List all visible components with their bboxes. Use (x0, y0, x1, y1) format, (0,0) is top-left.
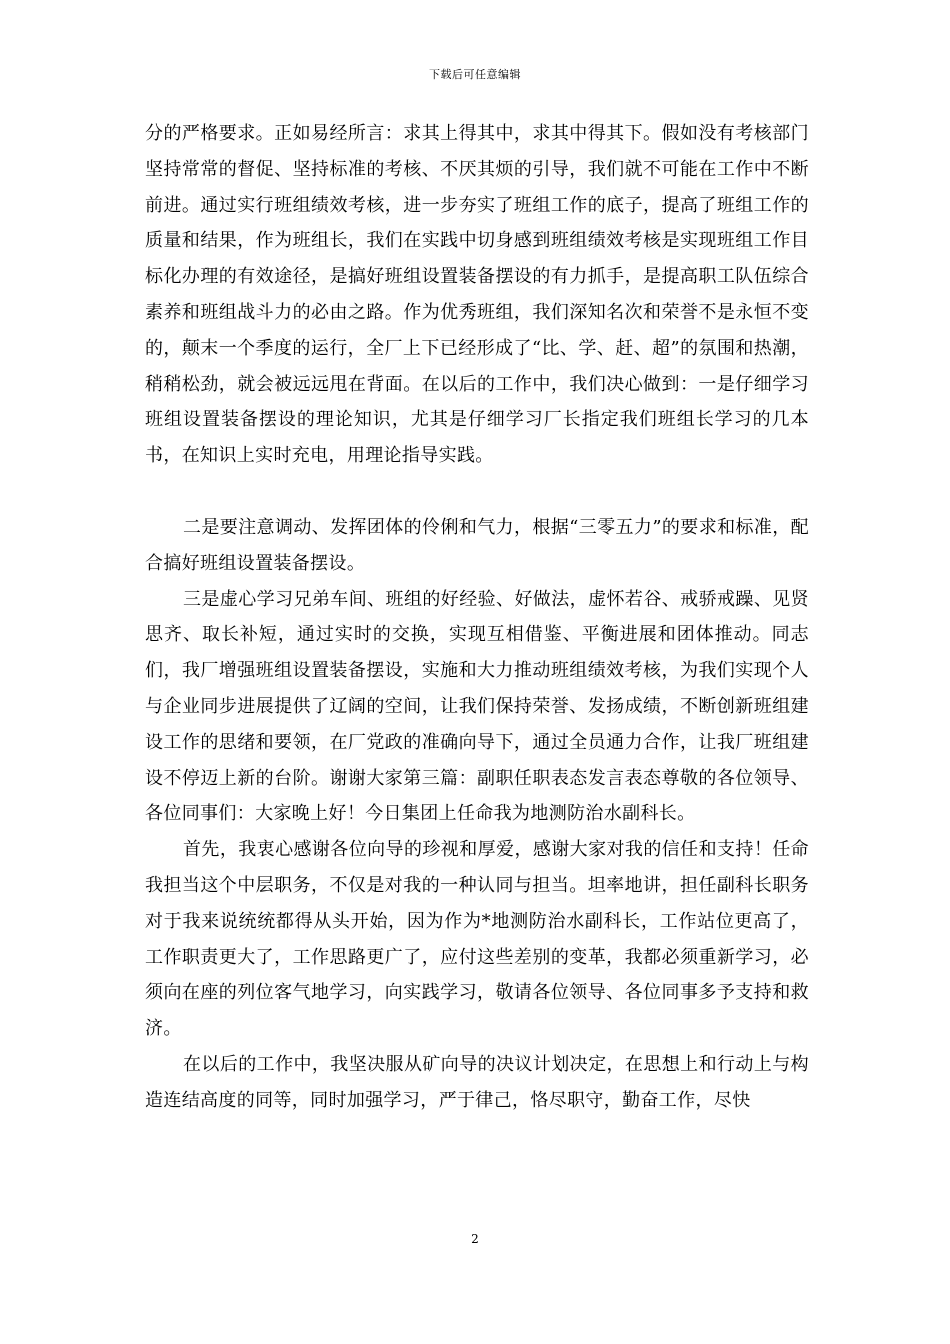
paragraph: 三是虚心学习兄弟车间、班组的好经验、好做法，虚怀若谷、戒骄戒躁、见贤思齐、取长补短，通过实时的交换，实现互相借鉴、平衡进展和团体推动。同志们，我厂增强班组设置装备摆设，实施和大力推动班组绩效考核，为我们实现个人与企业同步进展提供了辽阔的空间，让我们保持荣誉、发扬成绩，不断创新班组建设工作的思绪和要领，在厂党政的准确向导下，通过全员通力合作，让我厂班组建设不停迈上新的台阶。谢谢大家第三篇：副职任职表态发言表态尊敬的各位领导、各位同事们：大家晚上好！今日集团上任命我为地测防治水副科长。 (145, 588, 809, 825)
paragraph: 分的严格要求。正如易经所言：求其上得其中，求其中得其下。假如没有考核部门坚持常常的督促、坚持标准的考核、不厌其烦的引导，我们就不可能在工作中不断前进。通过实行班组绩效考核，进一步夯实了班组工作的底子，提高了班组工作的质量和结果，作为班组长，我们在实践中切身感到班组绩效考核是实现班组工作目标化办理的有效途径，是搞好班组设置装备摆设的有力抓手，是提高职工队伍综合素养和班组战斗力的必由之路。作为优秀班组，我们深知名次和荣誉不是永恒不变的，颠末一个季度的运行，全厂上下已经形成了“比、学、赶、超”的氛围和热潮，稍稍松劲，就会被远远甩在背面。在以后的工作中，我们决心做到：一是仔细学习班组设置装备摆设的理论知识，尤其是仔细学习厂长指定我们班组长学习的几本书，在知识上实时充电，用理论指导实践。 (145, 123, 809, 467)
paragraph: 二是要注意调动、发挥团体的伶俐和气力，根据“三零五力”的要求和标准，配合搞好班组设置装备摆设。 (145, 516, 809, 574)
page-header: 下载后可任意编辑 (429, 68, 521, 81)
paragraph: 在以后的工作中，我坚决服从矿向导的决议计划决定，在思想上和行动上与构造连结高度的同等，同时加强学习，严于律己，恪尽职守，勤奋工作，尽快 (145, 1053, 809, 1111)
page-number: 2 (471, 1232, 479, 1246)
document-body (145, 116, 809, 1119)
paragraph: 首先，我衷心感谢各位向导的珍视和厚爱，感谢大家对我的信任和支持！任命我担当这个中层职务，不仅是对我的一种认同与担当。坦率地讲，担任副科长职务对于我来说统统都得从头开始，因为作为*地测防治水副科长，工作站位更高了，工作职责更大了，工作思路更广了，应付这些差别的变革，我都必须重新学习，必须向在座的列位客气地学习，向实践学习，敬请各位领导、各位同事多予支持和救济。 (145, 839, 809, 1040)
